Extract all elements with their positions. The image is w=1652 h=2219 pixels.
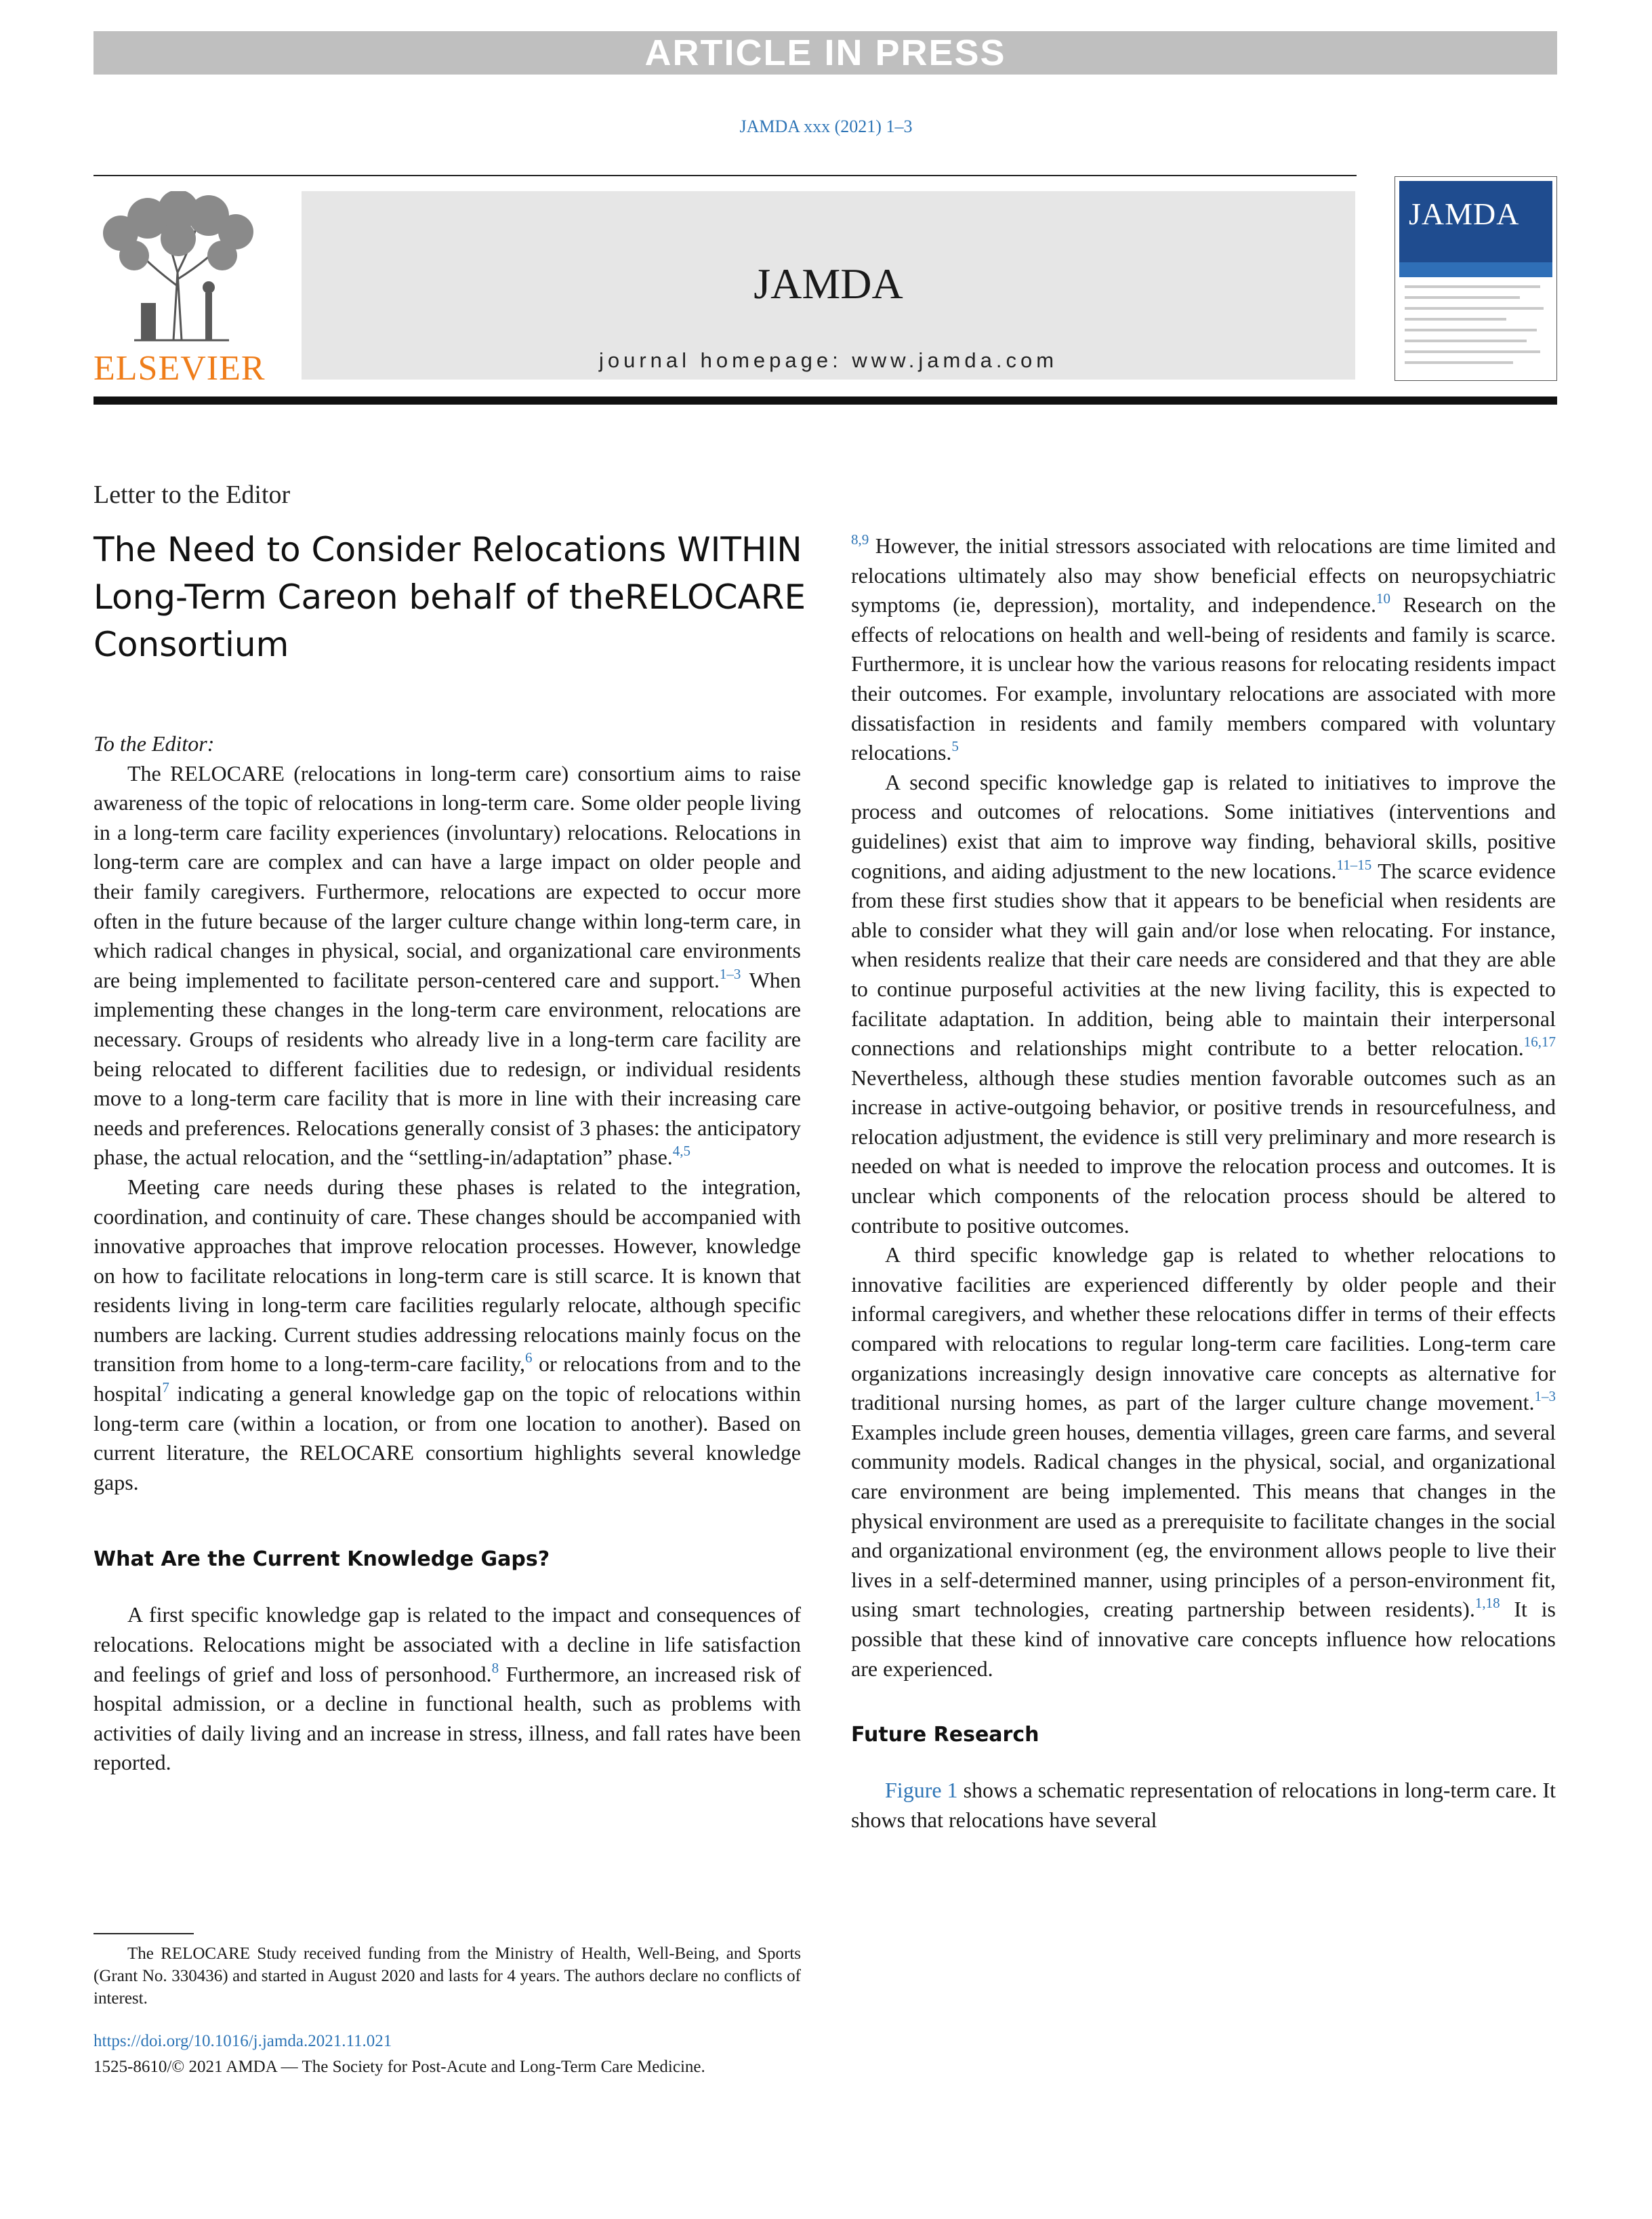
cover-band (1399, 262, 1552, 277)
reference-link[interactable]: 1–3 (1534, 1388, 1556, 1405)
body-paragraph (851, 768, 1556, 1241)
elsevier-logo[interactable] (94, 191, 266, 388)
journal-title: JAMDA (753, 260, 903, 308)
reference-link[interactable]: 1–3 (719, 965, 741, 982)
reference-link[interactable]: 5 (951, 738, 959, 755)
elsevier-wordmark: ELSEVIER (94, 349, 266, 388)
elsevier-tree-icon (94, 191, 263, 347)
reference-link[interactable]: 1,18 (1474, 1595, 1500, 1612)
paragraph-text: The RELOCARE (relocations in long-term care) consortium aims to raise awareness of the topic of relocations in long-term care. Some older people living in a long-term care facility experiences (involuntary) relocations. Relocations in long-term care are complex and can have a large impact on older people and their family caregivers. Furthermore, relocations are expected to occur more often in the future because of the larger culture change within long-term care, in which radical changes in physical, social, and organizational care environments are being implemented to facilitate person-centered care and support. (94, 760, 801, 992)
body-paragraph-part2 (851, 531, 1556, 768)
cover-line (1405, 318, 1506, 321)
section-heading: Future Research (851, 1723, 1039, 1747)
cover-line (1405, 307, 1544, 310)
reference-link[interactable]: 11–15 (1336, 856, 1372, 873)
paragraph-text: The scarce evidence from these first studies show that it appears to be beneficial when residents are able to consider what they will gain and/or lose when relocating. For instance, when residents realize that their care needs are considered and that they are able to continue purposeful activities at the new living facility, this is expected to facilitate adaptation. In addition, being able to maintain their interpersonal connections and relationships might contribute to a better relocation. (851, 858, 1556, 1061)
reference-link[interactable]: 8,9 (851, 531, 869, 548)
paragraph-text: However, the initial stressors associated with relocations are time limited and relocations ultimately also may show beneficial effects on neuropsychiatric symptoms (ie, depression), mortality, and independence. (851, 533, 1556, 617)
right-column (851, 531, 1556, 1835)
paragraph-text: indicating a general knowledge gap on the topic of relocations within long-term care (within a location, or from one location to another). Based on current literature, the RELOCARE consortium highlights several knowledge gaps. (94, 1381, 801, 1494)
reference-link[interactable]: 8 (491, 1659, 499, 1676)
article-section-type: Letter to the Editor (94, 481, 291, 509)
body-paragraph (94, 759, 801, 1173)
paragraph-text: Furthermore, an increased risk of hospital admission, or a decline in functional health, such as problems with activities of daily living and an increase in stress, illness, and fall rates have been reported. (94, 1661, 802, 1775)
reference-link[interactable]: 6 (525, 1349, 533, 1366)
paragraph-text: A first specific knowledge gap is related to the impact and consequences of relocations. Relocations might be associated with a decline in life satisfaction and feelings of grief and loss of personhood. (94, 1602, 801, 1686)
body-paragraph (94, 1173, 801, 1498)
paragraph-text: shows a schematic representation of relocations in long-term care. It shows that relocations have several (851, 1778, 1556, 1832)
cover-line (1405, 296, 1520, 299)
issn-copyright: 1525-8610/© 2021 AMDA — The Society for Post-Acute and Long-Term Care Medicine. (94, 2058, 705, 2076)
journal-cover-thumbnail[interactable] (1395, 176, 1557, 381)
reference-link[interactable]: 16,17 (1523, 1034, 1556, 1051)
cover-line (1405, 340, 1527, 342)
body-paragraph (851, 1776, 1556, 1835)
cover-journal-name: JAMDA (1409, 197, 1520, 231)
cover-line (1405, 285, 1540, 288)
journal-homepage-link[interactable]: journal homepage: www.jamda.com (598, 348, 1058, 372)
cover-line (1405, 350, 1540, 353)
paragraph-text: or relocations from and to the hospital (94, 1351, 802, 1406)
footnote-rule (94, 1933, 194, 1934)
cover-header (1399, 181, 1552, 262)
paragraph-text: Research on the effects of relocations on health and well-being of residents and family is scarce. Furthermore, it is unclear how the various reasons for relocating residents impact their outcomes. For example, involuntary relocations are associated with more dissatisfaction in residents and family members compared with voluntary relocations. (851, 592, 1556, 765)
left-column (94, 729, 801, 1778)
paragraph-text: When implementing these changes in the long-term care environment, relocations are necessary. Groups of residents who already live in a long-term care facility are being relocated to different facilities due to redesign, or individual residents move to a long-term care facility that is more in line with their increasing care needs and preferences. Relocations generally consist of 3 phases: the anticipatory phase, the actual relocation, and the “settling-in/adaptation” phase. (94, 967, 802, 1170)
header-rule (94, 175, 1357, 176)
cover-line (1405, 329, 1537, 331)
masthead-rule (94, 396, 1557, 405)
reference-link[interactable]: 10 (1376, 590, 1390, 607)
paragraph-text: Nevertheless, although these studies mention favorable outcomes such as an increase in active-outgoing behavior, or positive trends in resourcefulness, and relocation adjustment, the evidence is still very preliminary and more research is needed on what is needed to improve the relocation process and outcomes. It is unclear which components of the relocation process should be altered to contribute to positive outcomes. (851, 1065, 1556, 1238)
funding-footnote: The RELOCARE Study received funding from the Ministry of Health, Well-Being, and Sports (Grant No. 330436) and started in August 2020 and lasts for 4 years. The authors declare no conflicts of interest. (94, 1945, 801, 2008)
reference-link[interactable]: 7 (162, 1379, 169, 1396)
paragraph-text: A second specific knowledge gap is related to initiatives to improve the process and outcomes of relocations. Some initiatives (interventions and guidelines) exist that aim to improve way finding, behavioral skills, positive cognitions, and aiding adjustment to the new locations. (851, 769, 1556, 883)
cover-line (1405, 361, 1513, 364)
paragraph-text: It is possible that these kind of innovative care concepts influence how relocations are experienced. (851, 1597, 1556, 1681)
section-heading: What Are the Current Knowledge Gaps? (94, 1547, 550, 1572)
body-paragraph (851, 1240, 1556, 1684)
paragraph-text: A third specific knowledge gap is related to whether relocations to innovative facilities are experienced differently by older people and their informal caregivers, and whether these relocations differ in terms of their effects compared with relocations to regular long-term care facilities. Long-term care organizations increasingly design innovative care concepts as alternative for traditional nursing homes, as part of the larger culture change movement. (851, 1242, 1556, 1415)
article-in-press-banner: ARTICLE IN PRESS (94, 31, 1557, 75)
body-paragraph-part1 (94, 1600, 801, 1778)
journal-masthead (302, 191, 1355, 380)
article-title: The Need to Consider Relocations WITHIN Long-Term Careon behalf of theRELOCARE Consortium (94, 530, 806, 664)
salutation: To the Editor: (94, 731, 215, 756)
reference-link[interactable]: 4,5 (672, 1143, 691, 1160)
figure-link[interactable]: Figure 1 (885, 1778, 958, 1803)
doi-link[interactable]: https://doi.org/10.1016/j.jamda.2021.11.021 (94, 2032, 392, 2050)
journal-citation[interactable]: JAMDA xxx (2021) 1–3 (739, 117, 913, 136)
paragraph-text: Examples include green houses, dementia villages, green care farms, and several community models. Radical changes in the physical, social, and organizational care environment are being implemented. This means that changes in the physical environment are used as a prerequisite to facilitate changes in the social and organizational environment (eg, the environment allows people to live their lives in a self-determined manner, using principles of a person-environment fit, using smart technologies, creating partnership between residents). (851, 1419, 1556, 1622)
paragraph-text: Meeting care needs during these phases is related to the integration, coordination, and continuity of care. These changes should be accompanied with innovative approaches that improve relocation processes. However, knowledge on how to facilitate relocations in long-term care is still scarce. It is known that residents living in long-term care facilities regularly relocate, although specific numbers are lacking. Current studies addressing relocations mainly focus on the transition from home to a long-term-care facility, (94, 1174, 801, 1377)
